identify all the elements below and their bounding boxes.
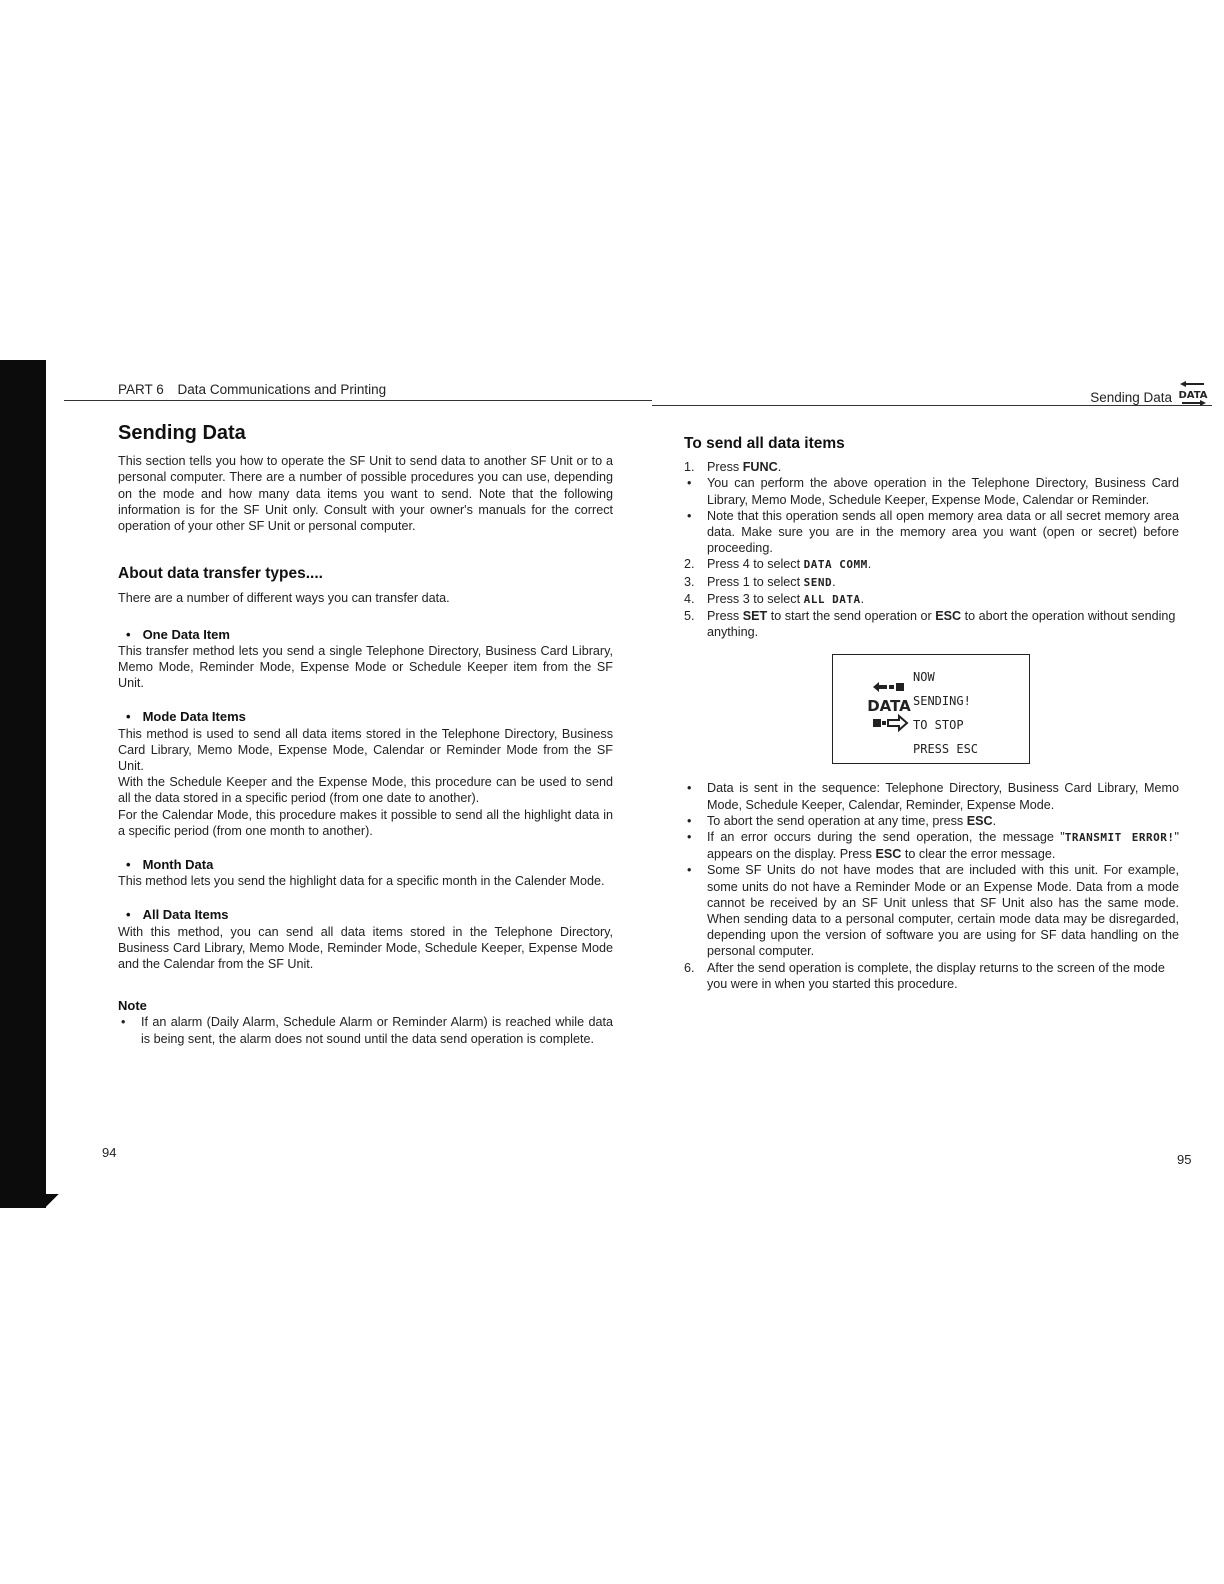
- transfer-type-one-data-item: [118, 627, 613, 692]
- transfer-type-text: This method is used to send all data items stored in the Telephone Directory, Business Card Library, Memo Mode, Expense Mode, Calendar or Reminder Mode from the SF Unit.: [118, 726, 613, 774]
- step-6: [684, 960, 1179, 992]
- step-4: [684, 591, 1179, 608]
- step-5-note: [684, 829, 1179, 862]
- step-5: [684, 608, 1179, 640]
- step-3: [684, 574, 1179, 591]
- transfer-type-title: • Month Data: [126, 857, 613, 873]
- transfer-type-title: • One Data Item: [126, 627, 613, 643]
- transfer-type-title: • Mode Data Items: [126, 709, 613, 725]
- transfer-type-title: • All Data Items: [126, 907, 613, 923]
- running-head-left: [118, 382, 386, 397]
- note-heading: Note: [118, 998, 147, 1014]
- note-text: " appears on the display. Press: [707, 830, 1180, 862]
- step-5-note: • Data is sent in the sequence: Telephone Directory, Business Card Library, Memo Mode, Schedule Keeper, Calendar, Reminder, Expense Mode.: [684, 780, 1179, 812]
- step-text: .: [860, 591, 865, 606]
- transfer-type-text: This transfer method lets you send a single Telephone Directory, Business Card Library, Memo Mode, Reminder Mode, Expense Mode or Schedule Keeper item from the SF Unit.: [118, 643, 613, 691]
- transfer-type-text: For the Calendar Mode, this procedure makes it possible to send all the highlight data in a specific period (from one month to another).: [118, 807, 613, 838]
- transfer-type-month-data: [118, 857, 613, 889]
- key-name: ESC: [966, 813, 993, 828]
- lcd-line: NOW: [913, 670, 935, 685]
- step-number: 3.: [684, 574, 695, 589]
- lcd-line: PRESS ESC: [913, 742, 979, 757]
- note-item: • If an alarm (Daily Alarm, Schedule Alarm or Reminder Alarm) is reached while data is being sent, the alarm does not sound until the data send operation is complete.: [118, 1014, 613, 1046]
- transfer-type-text: With this method, you can send all data items stored in the Telephone Directory, Business Card Library, Memo Mode, Reminder Mode, Schedule Keeper, Expense Mode and the Calendar from the SF Unit.: [118, 924, 613, 972]
- note-text: to clear the error message.: [901, 847, 1056, 862]
- error-message: TRANSMIT ERROR!: [1064, 831, 1175, 845]
- key-name: ESC: [935, 609, 962, 624]
- step-text: Press: [707, 609, 743, 624]
- data-transfer-icon: [1176, 380, 1210, 413]
- section-heading-transfer-types: About data transfer types....: [118, 565, 323, 583]
- note-text: .: [992, 813, 997, 828]
- step-1-note: • You can perform the above operation in the Telephone Directory, Business Card Library, Memo Mode, Schedule Keeper, Expense Mode, Calendar or Reminder.: [684, 475, 1179, 507]
- lcd-line: SENDING!: [913, 694, 971, 709]
- transfer-type-text: With the Schedule Keeper and the Expense Mode, this procedure can be used to send all the data stored in a specific period (from one date to another).: [118, 775, 613, 806]
- menu-option: ALL DATA: [803, 592, 861, 606]
- step-text: Press 1 to select: [707, 574, 804, 589]
- step-text: After the send operation is complete, the display returns to the screen of the mode you were in when you started this procedure.: [707, 960, 1165, 991]
- part-label: PART 6: [118, 382, 164, 397]
- key-name: SET: [742, 609, 768, 624]
- svg-text:DATA: DATA: [1178, 390, 1208, 401]
- step-text: .: [867, 557, 872, 572]
- step-5-note: • Some SF Units do not have modes that are included with this unit. For example, some units do not have a Reminder Mode or an Expense Mode. Data from a mode cannot be received by an SF Unit unless that SF Unit also has the same mode. When sending data to a personal computer, certain mode data may be disregarded, depending upon the version of software you are using for SF data handling on the personal computer.: [684, 862, 1179, 959]
- page-number-right: 95: [1177, 1152, 1192, 1167]
- svg-text:DATA: DATA: [867, 697, 911, 716]
- step-text: to abort the operation without sending anything.: [707, 609, 1176, 640]
- lcd-line: TO STOP: [913, 718, 964, 733]
- step-text: .: [777, 460, 782, 475]
- running-head-right: Sending Data: [1090, 390, 1172, 405]
- key-name: ESC: [875, 847, 902, 862]
- step-1-note: • Note that this operation sends all open memory area data or all secret memory area data. Make sure you are in the memory area you want (open or secret) before proceeding.: [684, 508, 1179, 557]
- step-text: Press 3 to select: [707, 591, 804, 606]
- page-number-left: 94: [102, 1145, 117, 1160]
- step-number: 4.: [684, 591, 695, 606]
- step-number: 2.: [684, 557, 695, 572]
- transfer-type-text: This method lets you send the highlight data for a specific month in the Calender Mode.: [118, 874, 605, 889]
- step-number: 6.: [684, 960, 695, 975]
- transfer-type-all-data-items: [118, 907, 613, 972]
- menu-option: SEND: [803, 575, 833, 589]
- left-page-column: [118, 422, 613, 1047]
- step-text: .: [832, 574, 836, 589]
- data-transfer-icon: [867, 681, 911, 737]
- page-title: Sending Data: [118, 422, 246, 444]
- step-1: [684, 459, 1179, 475]
- note-text: To abort the send operation at any time, press: [707, 813, 967, 828]
- step-number: 1.: [684, 460, 695, 475]
- header-rule-left: [64, 400, 652, 401]
- transfer-type-mode-data-items: [118, 709, 613, 839]
- binding-shadow: [0, 360, 46, 1208]
- right-page-column: [684, 436, 1179, 992]
- step-text: Press 4 to select: [707, 557, 804, 572]
- header-rule-right: [652, 405, 1212, 406]
- key-name: FUNC: [742, 460, 778, 475]
- note-text: If an error occurs during the send operation, the message ": [707, 830, 1065, 845]
- step-number: 5.: [684, 609, 695, 624]
- lcd-display: [832, 654, 1030, 764]
- step-5-note: [684, 813, 1179, 829]
- step-text: to start the send operation or: [767, 609, 936, 624]
- step-2: [684, 556, 1179, 573]
- section-heading-send-all: To send all data items: [684, 435, 845, 452]
- transfer-types-lead: There are a number of different ways you can transfer data.: [118, 591, 450, 606]
- step-text: Press: [707, 460, 743, 475]
- menu-option: DATA COMM: [803, 558, 868, 572]
- part-title: Data Communications and Printing: [177, 382, 387, 397]
- intro-paragraph: This section tells you how to operate the SF Unit to send data to another SF Unit or to a personal computer. There are a number of possible procedures you can use, depending on the mode and how many data items you want to send. Note that the following information is for the SF Unit only. Consult with your owner's manuals for the correct operation of your other SF Unit or personal computer.: [118, 454, 613, 534]
